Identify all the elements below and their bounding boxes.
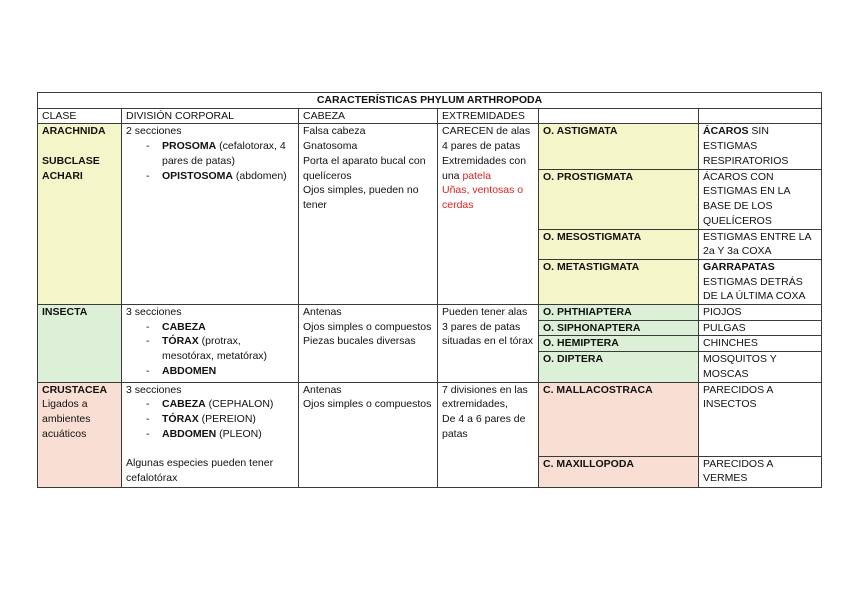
cabeza-insecta [299, 305, 438, 383]
header-row [38, 108, 822, 124]
division-item: - CABEZA [162, 320, 294, 335]
order-desc: ÁCAROS CON ESTIGMAS EN LA BASE DE LOS QUELÍCEROS [699, 169, 822, 229]
cabeza-line: Gnatosoma [303, 140, 358, 153]
ext-line: 3 pares de patas situadas en el tórax [442, 320, 534, 348]
division-insecta [122, 305, 299, 383]
division-note: Algunas especies pueden tener cefalotórax [126, 457, 274, 484]
order-desc: ESTIGMAS ENTRE LA 2a Y 3a COXA [699, 229, 822, 259]
cabeza-line: Falsa cabeza [303, 125, 366, 138]
order-desc: MOSQUITOS Y MOSCAS [699, 352, 822, 382]
header-empty-1 [539, 108, 699, 124]
division-item: - PROSOMA (cefalotorax, 4 pares de patas) [162, 139, 294, 168]
order-name: O. PROSTIGMATA [539, 169, 699, 229]
order-name: O. HEMIPTERA [539, 336, 699, 352]
division-arachnida [122, 124, 299, 305]
order-desc: PARECIDOS A INSECTOS [699, 382, 822, 456]
division-crustacea [122, 382, 299, 487]
division-item: - CABEZA (CEPHALON) [162, 397, 294, 412]
table-row-insecta [38, 305, 822, 321]
header-division: DIVISIÓN CORPORAL [122, 108, 299, 124]
ext-line: Pueden tener alas [442, 306, 528, 319]
subclass-name: ACHARI [42, 169, 83, 182]
extremidades-arachnida [438, 124, 539, 305]
order-name: O. DIPTERA [539, 352, 699, 382]
ext-line: De 4 a 6 pares de patas [442, 412, 526, 440]
class-arachnida [38, 124, 122, 305]
division-item: - OPISTOSOMA (abdomen) [162, 169, 294, 184]
division-item: - TÓRAX (protrax, mesotórax, metatórax) [162, 334, 294, 363]
subclass-label: SUBCLASE [42, 154, 100, 167]
order-name: O. MESOSTIGMATA [539, 229, 699, 259]
cabeza-line: Ojos simples o compuestos [303, 398, 432, 411]
order-desc: PIOJOS [699, 305, 822, 321]
order-desc: GARRAPATAS ESTIGMAS DETRÁS DE LA ÚLTIMA COXA [699, 259, 822, 304]
order-desc: PARECIDOS A VERMES [699, 456, 822, 487]
header-empty-2 [699, 108, 822, 124]
table-title: CARACTERÍSTICAS PHYLUM ARTHROPODA [38, 93, 822, 109]
table-row-arachnida [38, 124, 822, 169]
cabeza-line: Piezas bucales diversas [303, 335, 416, 348]
order-desc: PULGAS [699, 320, 822, 336]
cabeza-line: Antenas [303, 383, 342, 396]
division-item: - ABDOMEN [162, 364, 294, 379]
cabeza-arachnida [299, 124, 438, 305]
header-clase: CLASE [38, 108, 122, 124]
extremidades-crustacea [438, 382, 539, 487]
cabeza-line: Ojos simples, pueden no tener [303, 184, 419, 211]
class-name: CRUSTACEA [42, 383, 108, 396]
order-name: C. MALLACOSTRACA [539, 382, 699, 456]
cabeza-line: Antenas [303, 306, 342, 319]
header-extremidades: EXTREMIDADES [438, 108, 539, 124]
division-intro: 3 secciones [126, 306, 182, 319]
division-item: - ABDOMEN (PLEON) [162, 427, 294, 442]
ext-line: Extremidades con una patela [442, 154, 527, 182]
ext-line: CARECEN de alas [442, 125, 531, 138]
order-name: O. PHTHIAPTERA [539, 305, 699, 321]
table-row-crustacea [38, 382, 822, 456]
extremidades-insecta [438, 305, 539, 383]
class-insecta: INSECTA [38, 305, 122, 383]
cabeza-line: Porta el aparato bucal con quelíceros [303, 154, 426, 182]
division-intro: 3 secciones [126, 383, 182, 396]
order-name: C. MAXILLOPODA [539, 456, 699, 487]
class-note: Ligados a ambientes acuáticos [42, 398, 91, 440]
division-item: - TÓRAX (PEREION) [162, 412, 294, 427]
ext-line: 4 pares de patas [442, 140, 521, 153]
ext-line-red: Uñas, ventosas o cerdas [442, 184, 524, 211]
order-name: O. ASTIGMATA [539, 124, 699, 169]
order-name: O. METASTIGMATA [539, 259, 699, 304]
order-desc: ÁCAROS SIN ESTIGMAS RESPIRATORIOS [699, 124, 822, 169]
class-name: ARACHNIDA [42, 125, 106, 138]
class-crustacea [38, 382, 122, 487]
cabeza-crustacea [299, 382, 438, 487]
order-name: O. SIPHONAPTERA [539, 320, 699, 336]
header-cabeza: CABEZA [299, 108, 438, 124]
cabeza-line: Ojos simples o compuestos [303, 320, 432, 333]
arthropoda-table [37, 92, 822, 488]
division-intro: 2 secciones [126, 125, 182, 138]
order-desc: CHINCHES [699, 336, 822, 352]
ext-line: 7 divisiones en las extremidades, [442, 383, 528, 411]
